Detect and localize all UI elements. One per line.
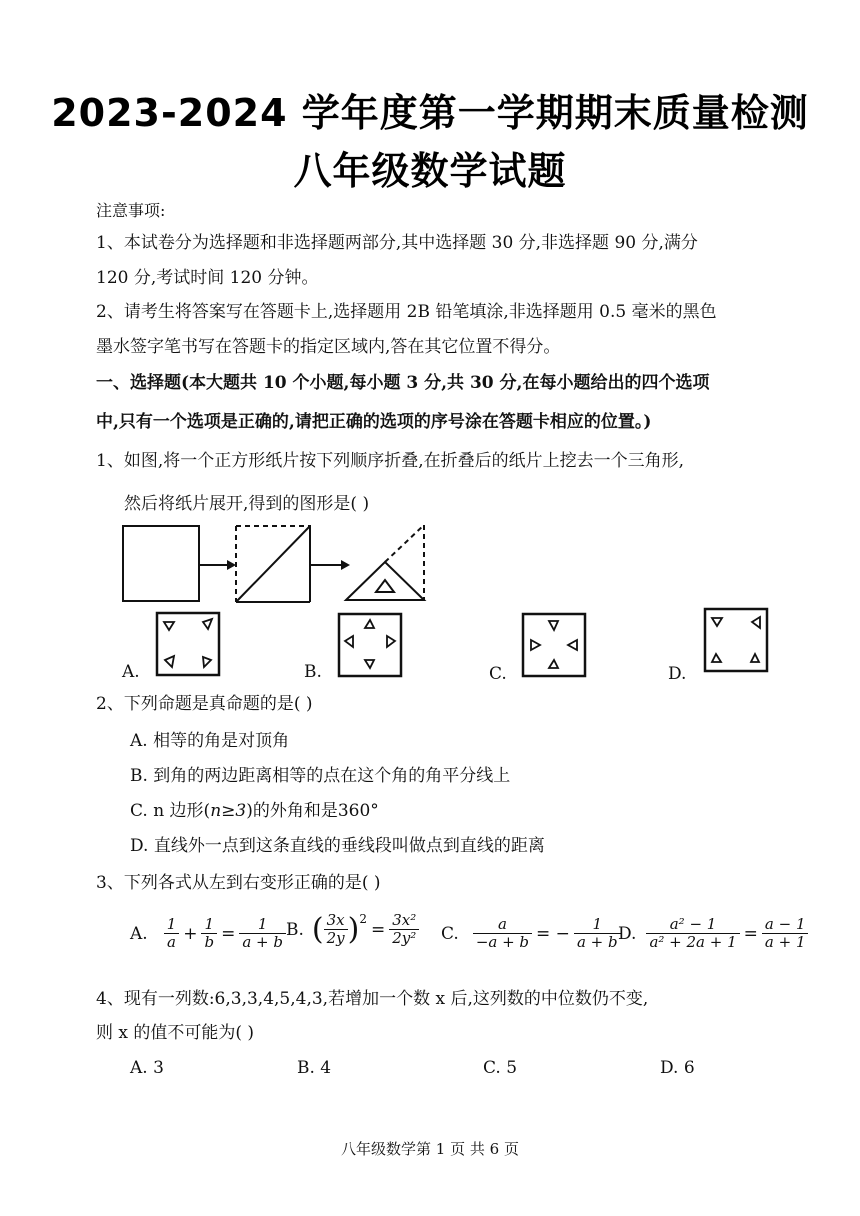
q4-option-d: D. 6 [660,1058,695,1078]
section1-line1: 一、选择题(本大题共 10 个小题,每小题 3 分,共 30 分,在每小题给出的四个选项 [96,373,710,393]
q4-stem-line2: 则 x 的值不可能为( ) [96,1023,255,1043]
notice-item2-line1: 2、请考生将答案写在答题卡上,选择题用 2B 铅笔填涂,非选择题用 0.5 毫米的黑色 [96,302,717,322]
q2-option-a: A. 相等的角是对顶角 [130,731,290,751]
q1-option-a-figure [157,613,219,675]
exam-title: 2023-2024 学年度第一学期期末质量检测 [51,91,809,135]
q1-option-c-label: C. [489,664,507,684]
q1-stem-line1: 1、如图,将一个正方形纸片按下列顺序折叠,在折叠后的纸片上挖去一个三角形, [96,451,685,471]
notice-heading: 注意事项: [96,201,166,220]
q4-option-b: B. 4 [297,1058,332,1078]
q1-option-b-label: B. [304,662,322,682]
q2-option-d: D. 直线外一点到这条直线的垂线段叫做点到直线的距离 [130,836,545,856]
q1-option-b-figure [339,614,401,676]
q1-option-d-figure [705,609,767,671]
notice-item1-line1: 1、本试卷分为选择题和非选择题两部分,其中选择题 30 分,非选择题 90 分,满分 [96,233,698,253]
q1-stem-line2: 然后将纸片展开,得到的图形是( ) [124,494,370,514]
q2-stem: 2、下列命题是真命题的是( ) [96,694,313,714]
notice-item2-line2: 墨水签字笔书写在答题卡的指定区域内,答在其它位置不得分。 [96,337,561,357]
q2-option-c: C. n 边形(n≥3)的外角和是360° [130,801,379,821]
q3-option-c: C. $\frac{a}{-a + b}$ = − $\frac{1}{a + b}$ [441,916,621,951]
q4-stem-line1: 4、现有一列数:6,3,3,4,5,4,3,若增加一个数 x 后,这列数的中位数仍不变, [96,989,649,1009]
q3-option-a: A. $\frac{1}{a}$ + $\frac{1}{b}$ = $\frac{1}{a + b}$ [130,916,286,951]
q4-option-c: C. 5 [483,1058,518,1078]
q4-option-a: A. 3 [130,1058,164,1078]
q2-option-b: B. 到角的两边距离相等的点在这个角的角平分线上 [130,766,511,786]
q3-stem: 3、下列各式从左到右变形正确的是( ) [96,873,381,893]
q1-option-c-figure [523,614,585,676]
page-footer: 八年级数学第 1 页 共 6 页 [341,1140,519,1158]
q1-option-a-label: A. [122,662,140,682]
section1-line2: 中,只有一个选项是正确的,请把正确的选项的序号涂在答题卡相应的位置。) [96,412,652,432]
q1-option-d-label: D. [668,664,687,684]
exam-subtitle: 八年级数学试题 [293,149,567,193]
q3-option-b: B. ( $\frac{3x}{2y}$ ) $^2$ = $\frac{\text{3x²}}{\text{2y²}}$ [286,912,419,947]
notice-item1-line2: 120 分,考试时间 120 分钟。 [96,268,319,288]
q3-option-d: D. $\frac{\text{a² − 1}}{\text{a² + 2a + 1}}$ = $\frac{a - 1}{a + 1}$ [618,916,808,951]
